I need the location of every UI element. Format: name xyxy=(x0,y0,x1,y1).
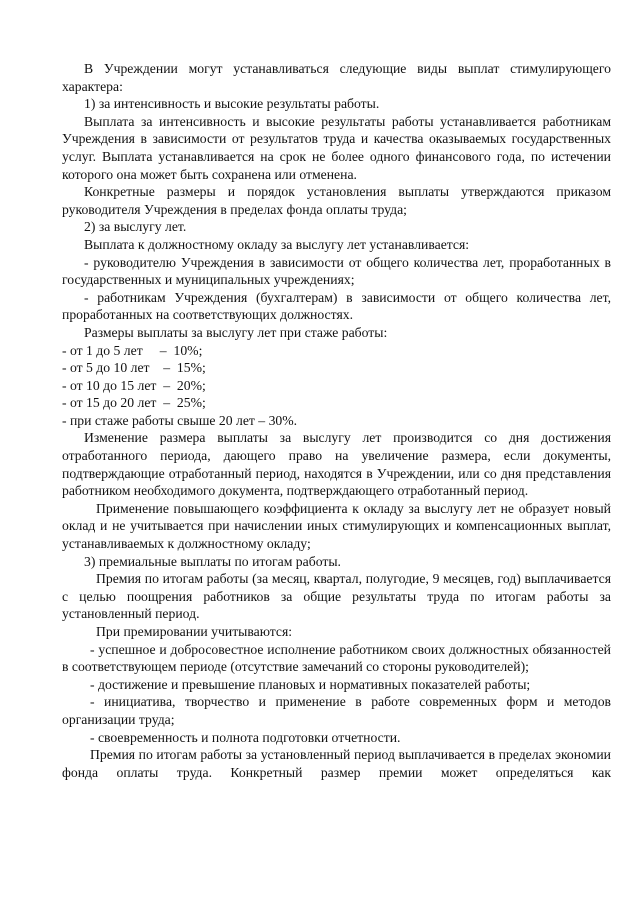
paragraph-intensity-payment: Выплата за интенсивность и высокие результаты работы устанавливается работникам Учреждения в зависимости от результатов труда и качества оказываемых государственных услуг. Выплата устанавливается на срок не более одного финансового года, по истечении которого она может быть сохранена или отменена. xyxy=(62,113,611,182)
criterion-duties: - успешное и добросовестное исполнение работником своих должностных обязанностей в соответствующем периоде (отсутствие замечаний со стороны руководителей); xyxy=(62,641,611,675)
paragraph-head-of-institution: - руководителю Учреждения в зависимости от общего количества лет, проработанных в государственных и муниципальных учреждениях; xyxy=(62,254,611,288)
paragraph-accountants: - работникам Учреждения (бухгалтерам) в зависимости от общего количества лет, проработанных на соответствующих должностях. xyxy=(62,289,611,323)
seniority-range-5: - при стаже работы свыше 20 лет – 30%. xyxy=(62,412,298,428)
seniority-range-1: - от 1 до 5 лет – 10%; xyxy=(62,342,203,358)
paragraph-seniority-payment: Выплата к должностному окладу за выслугу лет устанавливается: xyxy=(84,236,470,252)
list-item-intensity: 1) за интенсивность и высокие результаты работы. xyxy=(84,96,380,112)
paragraph-coefficient: Применение повышающего коэффициента к окладу за выслугу лет не образует новый оклад и не учитывается при начислении иных стимулирующих и компенсационных выплат, устанавливаемых к должностному окладу; xyxy=(62,500,611,552)
seniority-range-3: - от 10 до 15 лет – 20%; xyxy=(62,377,206,393)
paragraph-intro: В Учреждении могут устанавливаться следующие виды выплат стимулирующего характера: xyxy=(62,61,611,94)
criterion-initiative: - инициатива, творчество и применение в работе современных форм и методов организации труда; xyxy=(62,694,611,727)
seniority-range-4: - от 15 до 20 лет – 25%; xyxy=(62,395,206,411)
paragraph-size-change: Изменение размера выплаты за выслугу лет производится со дня достижения отработанного периода, дающего право на увеличение размера, если документы, подтверждающие отработанный период, находятся в Учреждении, или со дня представления работником необходимого документа, подтверждающего отработанный период. xyxy=(62,430,611,499)
list-item-bonus: 3) премиальные выплаты по итогам работы. xyxy=(84,553,341,569)
list-item-seniority: 2) за выслугу лет. xyxy=(84,219,187,235)
criterion-reporting: - своевременность и полнота подготовки отчетности. xyxy=(90,729,401,745)
paragraph-bonus-savings: Премия по итогам работы за установленный период выплачивается в пределах экономии фонда оплаты труда. Конкретный размер премии может определяться как xyxy=(62,747,611,780)
paragraph-specific-sizes: Конкретные размеры и порядок установления выплаты утверждаются приказом руководителя Учреждения в пределах фонда оплаты труда; xyxy=(62,184,611,217)
paragraph-bonus-criteria: При премировании учитываются: xyxy=(96,624,293,639)
seniority-range-2: - от 5 до 10 лет – 15%; xyxy=(62,360,206,376)
criterion-targets: - достижение и превышение плановых и нормативных показателей работы; xyxy=(90,676,531,692)
paragraph-bonus-results: Премия по итогам работы (за месяц, квартал, полугодие, 9 месяцев, год) выплачивается с целью поощрения работников за общие результаты труда по итогам работы за установленный период. xyxy=(62,571,611,622)
paragraph-seniority-sizes: Размеры выплаты за выслугу лет при стаже работы: xyxy=(84,324,388,340)
